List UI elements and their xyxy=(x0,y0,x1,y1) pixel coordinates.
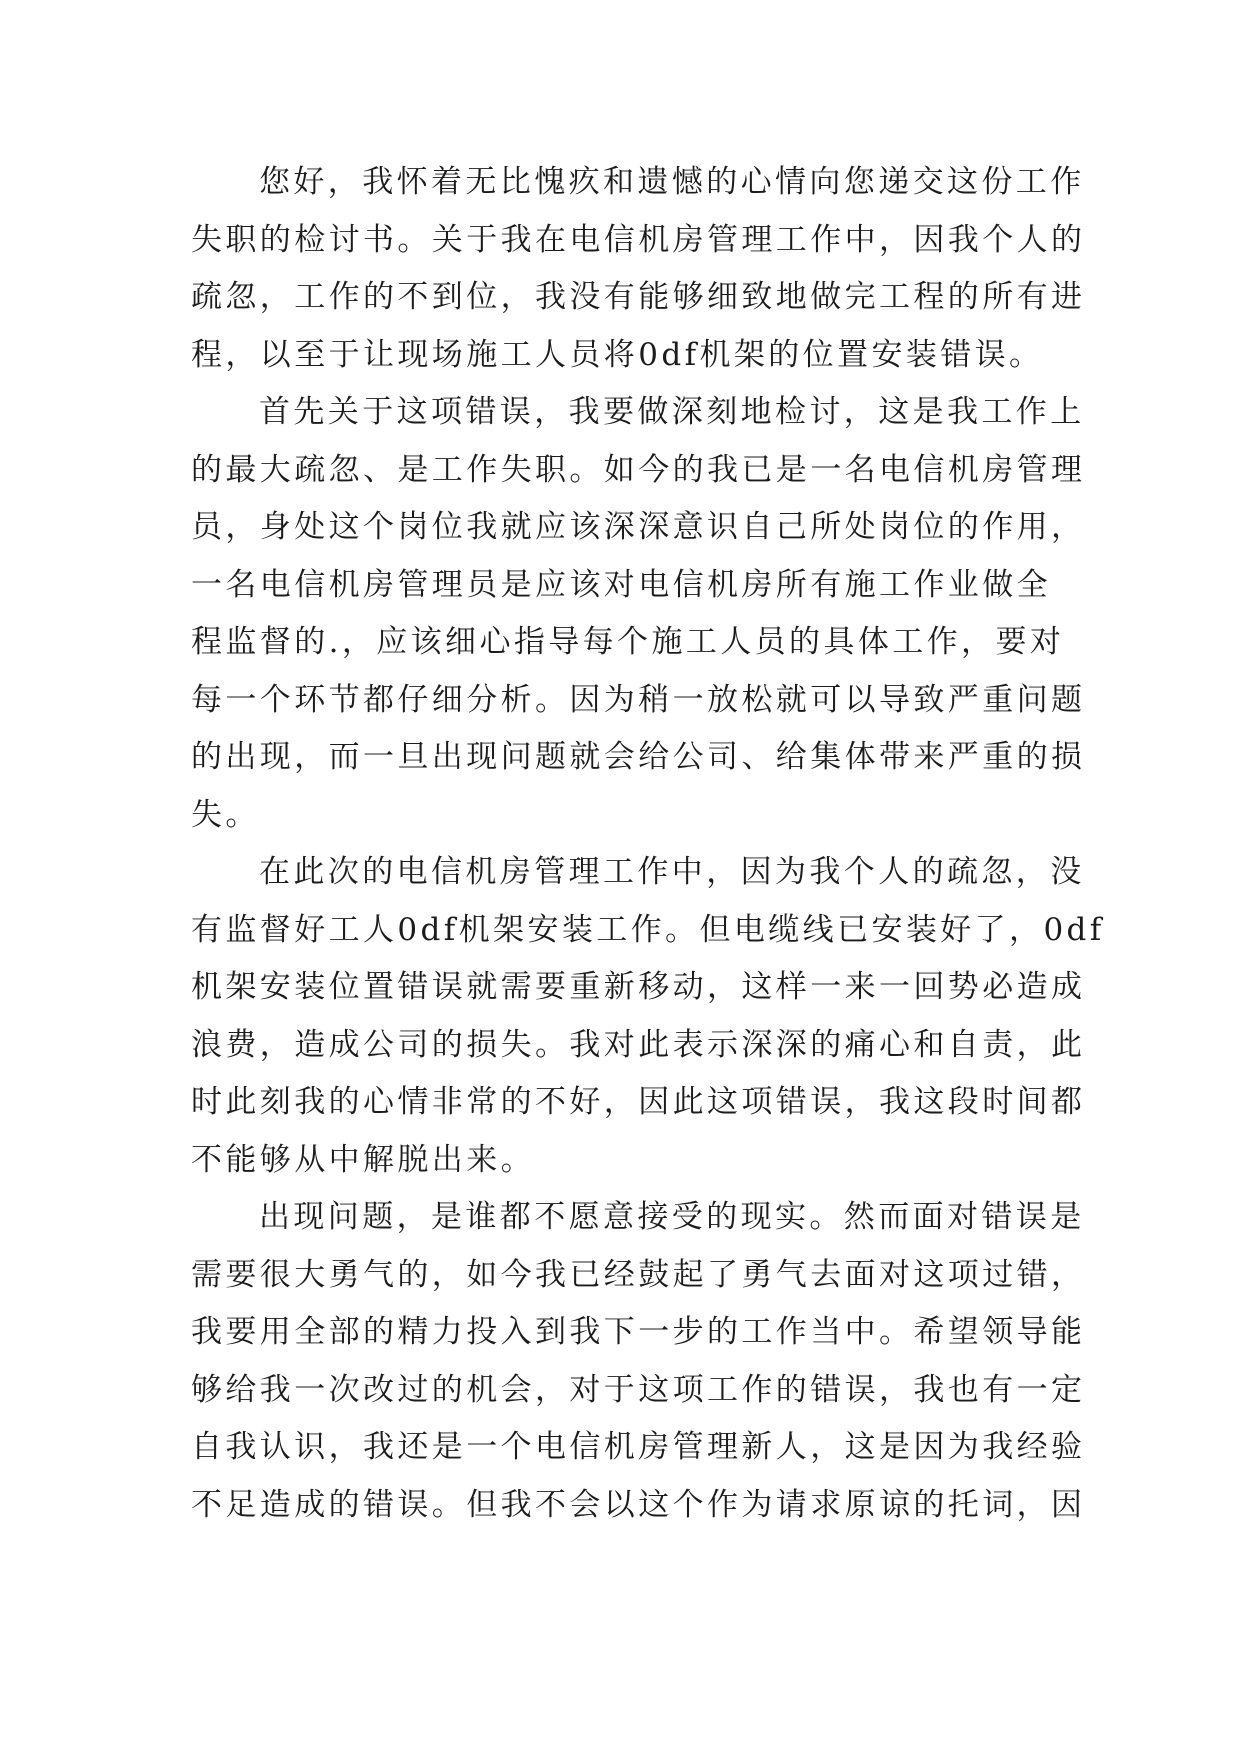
text-line: 自我认识，我还是一个电信机房管理新人，这是因为我经验 xyxy=(191,1429,1086,1465)
text-line: 员，身处这个岗位我就应该深深意识自己所处岗位的作用， xyxy=(191,509,1086,545)
text-line: 疏忽，工作的不到位，我没有能够细致地做完工程的所有进 xyxy=(191,279,1086,315)
document-body xyxy=(191,154,1105,1534)
text-line: 出现问题，是谁都不愿意接受的现实。然而面对错误是 xyxy=(259,1199,1085,1235)
text-line: 的出现，而一旦出现问题就会给公司、给集体带来严重的损 xyxy=(191,739,1086,775)
text-line: 有监督好工人0df机架安装工作。但电缆线已安装好了，0df xyxy=(191,911,1105,948)
text-line: 您好，我怀着无比愧疚和遗憾的心情向您递交这份工作 xyxy=(259,164,1085,200)
text-line: 一名电信机房管理员是应该对电信机房所有施工作业做全 xyxy=(191,566,1051,603)
text-line: 在此次的电信机房管理工作中，因为我个人的疏忽，没 xyxy=(259,854,1085,890)
paragraph-4 xyxy=(191,1189,1086,1534)
text-line: 不足造成的错误。但我不会以这个作为请求原谅的托词，因 xyxy=(191,1486,1086,1523)
text-line: 程，以至于让现场施工人员将0df机架的位置安装错误。 xyxy=(191,336,1044,373)
paragraph-3 xyxy=(191,844,1105,1189)
text-line: 够给我一次改过的机会，对于这项工作的错误，我也有一定 xyxy=(191,1371,1086,1408)
paragraph-2 xyxy=(191,384,1086,844)
text-line: 程监督的.，应该细心指导每个施工人员的具体工作，要对 xyxy=(191,624,1065,660)
text-line: 我要用全部的精力投入到我下一步的工作当中。希望领导能 xyxy=(191,1314,1086,1350)
text-line: 失。 xyxy=(191,796,260,833)
text-line: 不能够从中解脱出来。 xyxy=(191,1141,535,1178)
paragraph-1 xyxy=(191,154,1086,384)
text-line: 失职的检讨书。关于我在电信机房管理工作中，因我个人的 xyxy=(191,221,1086,258)
text-line: 首先关于这项错误，我要做深刻地检讨，这是我工作上 xyxy=(259,394,1085,430)
text-line: 需要很大勇气的，如今我已经鼓起了勇气去面对这项过错， xyxy=(191,1256,1086,1293)
text-line: 每一个环节都仔细分析。因为稍一放松就可以导致严重问题 xyxy=(191,681,1086,718)
text-line: 的最大疏忽、是工作失职。如今的我已是一名电信机房管理 xyxy=(191,451,1086,488)
text-line: 浪费，造成公司的损失。我对此表示深深的痛心和自责，此 xyxy=(191,1026,1086,1063)
text-line: 机架安装位置错误就需要重新移动，这样一来一回势必造成 xyxy=(191,969,1086,1005)
text-line: 时此刻我的心情非常的不好，因此这项错误，我这段时间都 xyxy=(191,1084,1086,1120)
